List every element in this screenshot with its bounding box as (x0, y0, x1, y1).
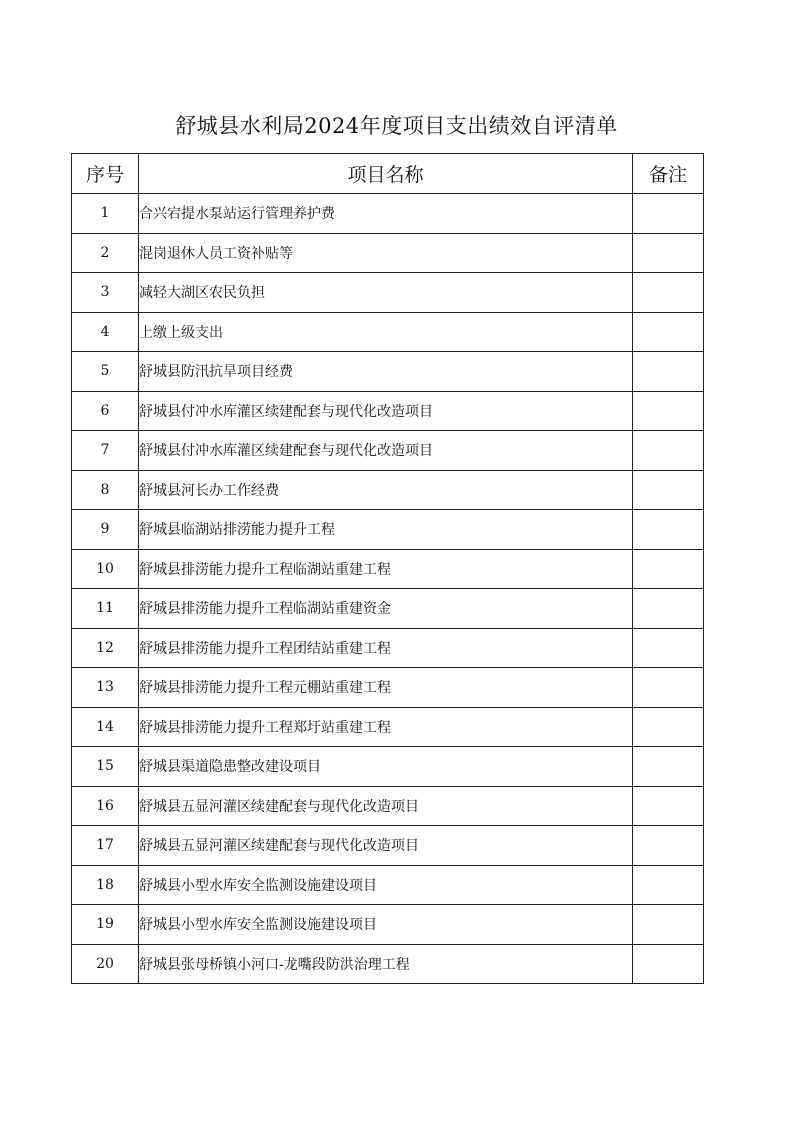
table-row (72, 628, 704, 668)
row-number: 4 (72, 312, 139, 352)
header-no: 序号 (72, 154, 139, 194)
row-number: 7 (72, 431, 139, 471)
project-name: 舒城县付冲水库灌区续建配套与现代化改造项目 (139, 431, 633, 471)
remark-cell (633, 865, 704, 905)
table-row (72, 826, 704, 866)
table-row (72, 905, 704, 945)
project-name: 舒城县排涝能力提升工程郑圩站重建工程 (139, 707, 633, 747)
header-name: 项目名称 (139, 154, 633, 194)
row-number: 18 (72, 865, 139, 905)
row-number: 9 (72, 510, 139, 550)
table-row (72, 352, 704, 392)
row-number: 10 (72, 549, 139, 589)
table-row (72, 510, 704, 550)
row-number: 5 (72, 352, 139, 392)
project-name: 上缴上级支出 (139, 312, 633, 352)
project-name: 舒城县小型水库安全监测设施建设项目 (139, 865, 633, 905)
project-list-table (71, 153, 704, 984)
project-name: 舒城县五显河灌区续建配套与现代化改造项目 (139, 826, 633, 866)
project-name: 舒城县河长办工作经费 (139, 470, 633, 510)
remark-cell (633, 589, 704, 629)
row-number: 11 (72, 589, 139, 629)
row-number: 12 (72, 628, 139, 668)
row-number: 8 (72, 470, 139, 510)
remark-cell (633, 826, 704, 866)
row-number: 15 (72, 747, 139, 787)
remark-cell (633, 194, 704, 234)
remark-cell (633, 668, 704, 708)
project-name: 舒城县排涝能力提升工程临湖站重建资金 (139, 589, 633, 629)
remark-cell (633, 312, 704, 352)
table-body (72, 194, 704, 984)
project-name: 舒城县渠道隐患整改建设项目 (139, 747, 633, 787)
project-name: 舒城县排涝能力提升工程元棚站重建工程 (139, 668, 633, 708)
table-row (72, 589, 704, 629)
remark-cell (633, 273, 704, 313)
table-row (72, 786, 704, 826)
project-name: 舒城县排涝能力提升工程团结站重建工程 (139, 628, 633, 668)
table-header-row (72, 154, 704, 194)
remark-cell (633, 431, 704, 471)
remark-cell (633, 786, 704, 826)
header-remark: 备注 (633, 154, 704, 194)
table-row (72, 312, 704, 352)
table-row (72, 470, 704, 510)
project-name: 减轻大湖区农民负担 (139, 273, 633, 313)
table-row (72, 944, 704, 984)
table-row (72, 431, 704, 471)
remark-cell (633, 628, 704, 668)
remark-cell (633, 549, 704, 589)
table-row (72, 549, 704, 589)
remark-cell (633, 707, 704, 747)
document-title: 舒城县水利局2024年度项目支出绩效自评清单 (175, 114, 618, 138)
remark-cell (633, 470, 704, 510)
remark-cell (633, 352, 704, 392)
project-name: 舒城县临湖站排涝能力提升工程 (139, 510, 633, 550)
table-row (72, 707, 704, 747)
remark-cell (633, 510, 704, 550)
row-number: 1 (72, 194, 139, 234)
row-number: 14 (72, 707, 139, 747)
remark-cell (633, 233, 704, 273)
table-row (72, 391, 704, 431)
row-number: 3 (72, 273, 139, 313)
table-row (72, 233, 704, 273)
row-number: 20 (72, 944, 139, 984)
project-name: 混岗退休人员工资补贴等 (139, 233, 633, 273)
project-name: 合兴宕提水泵站运行管理养护费 (139, 194, 633, 234)
row-number: 19 (72, 905, 139, 945)
remark-cell (633, 905, 704, 945)
table-row (72, 273, 704, 313)
project-name: 舒城县排涝能力提升工程临湖站重建工程 (139, 549, 633, 589)
remark-cell (633, 391, 704, 431)
table-row (72, 668, 704, 708)
row-number: 13 (72, 668, 139, 708)
table-row (72, 747, 704, 787)
remark-cell (633, 944, 704, 984)
project-name: 舒城县小型水库安全监测设施建设项目 (139, 905, 633, 945)
row-number: 16 (72, 786, 139, 826)
project-name: 舒城县张母桥镇小河口-龙嘴段防洪治理工程 (139, 944, 633, 984)
row-number: 2 (72, 233, 139, 273)
project-name: 舒城县防汛抗旱项目经费 (139, 352, 633, 392)
project-name: 舒城县付冲水库灌区续建配套与现代化改造项目 (139, 391, 633, 431)
table-row (72, 194, 704, 234)
table-row (72, 865, 704, 905)
remark-cell (633, 747, 704, 787)
row-number: 17 (72, 826, 139, 866)
row-number: 6 (72, 391, 139, 431)
project-name: 舒城县五显河灌区续建配套与现代化改造项目 (139, 786, 633, 826)
